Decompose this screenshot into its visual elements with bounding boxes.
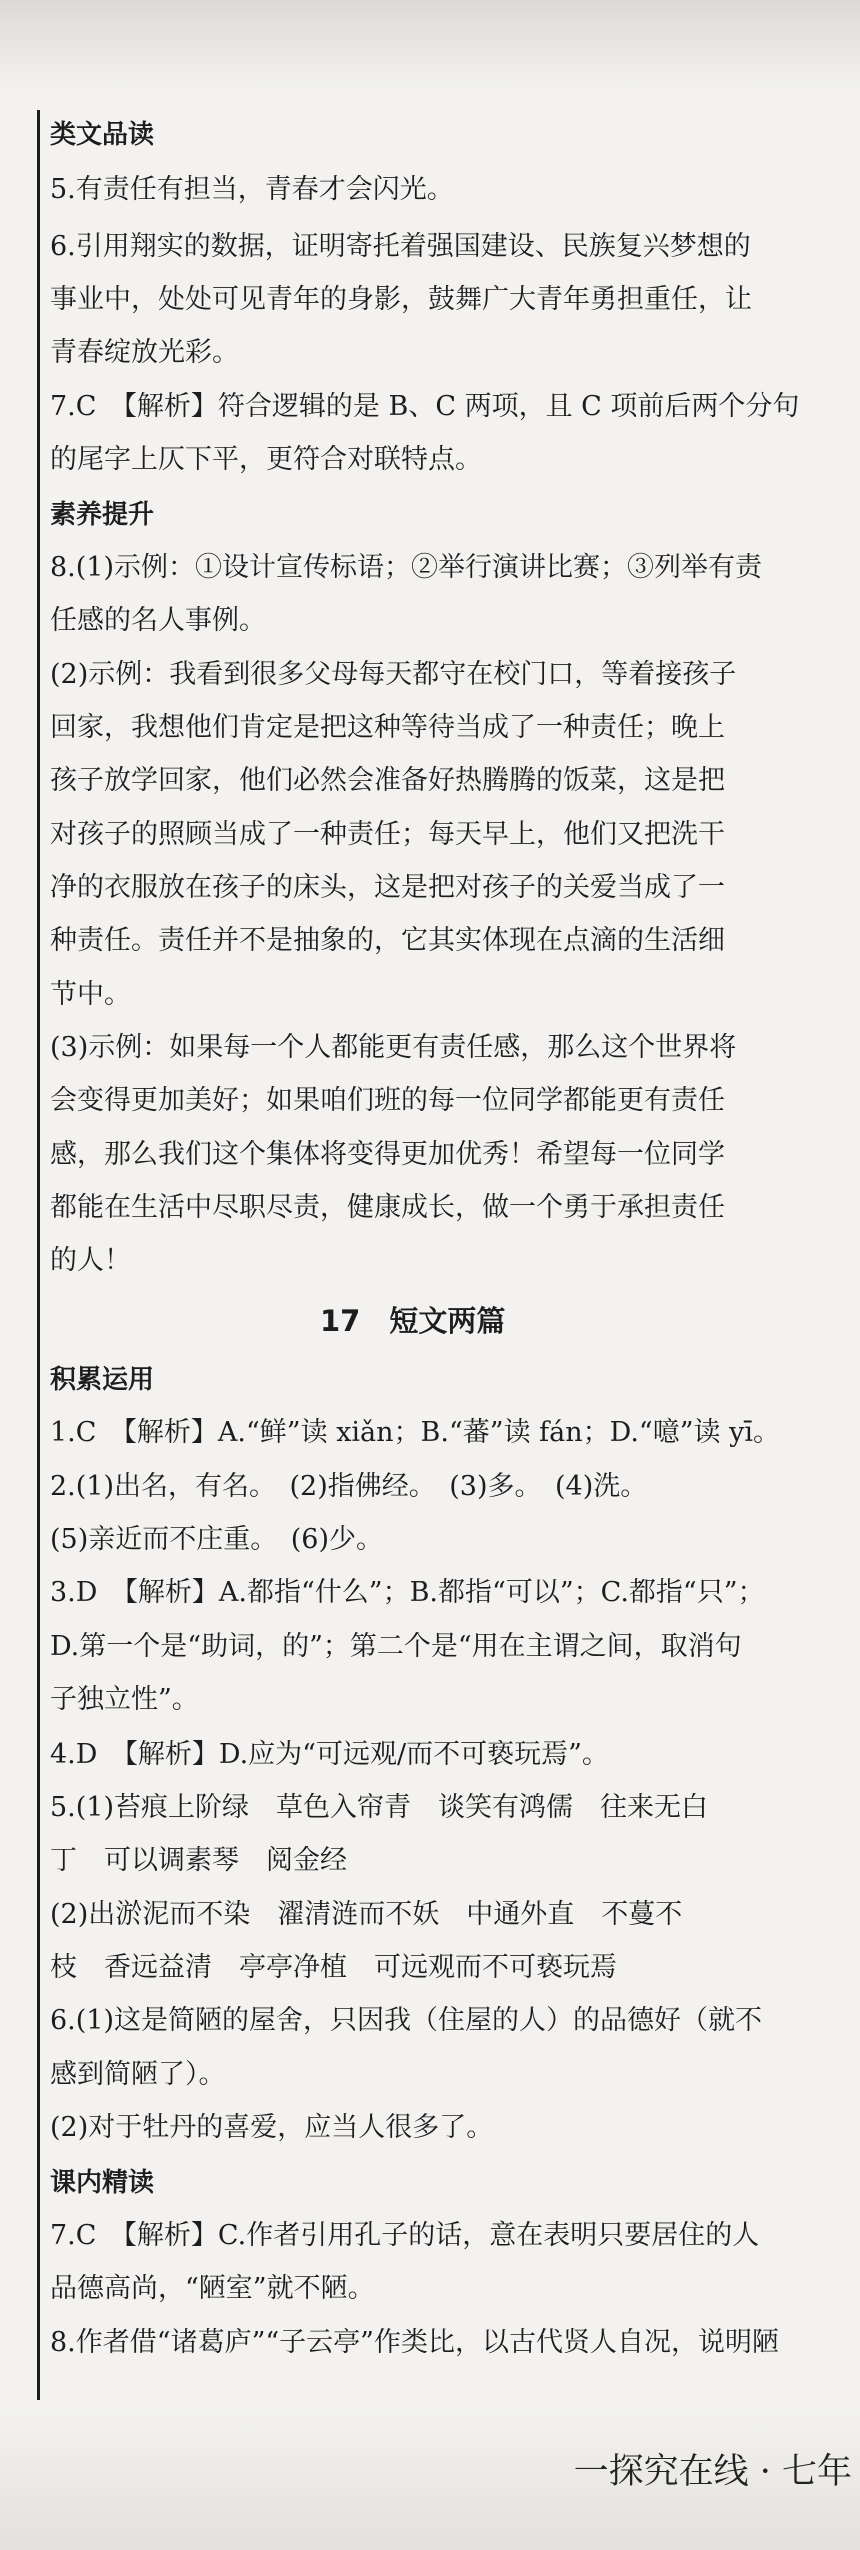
answer-8b-line-1: 8.作者借“诸葛庐”“子云亭”作类比，以古代贤人自况，说明陋	[50, 2327, 779, 2358]
answer-2-line-1: 2.(1)出名，有名。 (2)指佛经。 (3)多。 (4)洗。	[50, 1471, 648, 1502]
answer-8-3-line-2: 会变得更加美好；如果咱们班的每一位同学都能更有责任	[50, 1085, 725, 1116]
answer-2-line-2: (5)亲近而不庄重。 (6)少。	[50, 1524, 383, 1555]
answer-8-2-line-1: (2)示例：我看到很多父母每天都守在校门口，等着接孩子	[50, 659, 737, 690]
answer-5: 5.有责任有担当，青春才会闪光。	[50, 174, 454, 205]
answer-3-line-2: D.第一个是“助词，的”；第二个是“用在主谓之间，取消句	[50, 1631, 742, 1662]
answer-7b-line-2: 品德高尚，“陋室”就不陋。	[50, 2273, 375, 2304]
answer-4: 4.D 【解析】D.应为“可远观/而不可亵玩焉”。	[50, 1739, 609, 1770]
answer-8-2-line-6: 种责任。责任并不是抽象的，它其实体现在点滴的生活细	[50, 925, 725, 956]
answer-8-3-line-4: 都能在生活中尽职尽责，健康成长，做一个勇于承担责任	[50, 1192, 725, 1223]
section-heading-comparative-reading: 类文品读	[50, 120, 155, 150]
answer-5-1-line-2: 丁 可以调素琴 阅金经	[50, 1845, 347, 1876]
answer-8-2-line-2: 回家，我想他们肯定是把这种等待当成了一种责任；晚上	[50, 712, 725, 743]
answer-8-2-line-5: 净的衣服放在孩子的床头，这是把对孩子的关爱当成了一	[50, 872, 725, 903]
answer-6-line-2: 事业中，处处可见青年的身影，鼓舞广大青年勇担重任，让	[50, 284, 752, 315]
answer-8-3-line-1: (3)示例：如果每一个人都能更有责任感，那么这个世界将	[50, 1032, 737, 1063]
scan-shadow-top	[0, 0, 860, 90]
answer-6-1-line-1: 6.(1)这是简陋的屋舍，只因我（住屋的人）的品德好（就不	[50, 2005, 763, 2036]
answer-8-2-line-7: 节中。	[50, 979, 131, 1010]
book-title-footer: 一探究在线 · 七年	[573, 2452, 852, 2492]
section-heading-literacy: 素养提升	[50, 500, 155, 530]
answer-8-2-line-3: 孩子放学回家，他们必然会准备好热腾腾的饭菜，这是把	[50, 765, 725, 796]
section-heading-intensive-reading: 课内精读	[50, 2168, 155, 2198]
answer-8-1-line-1: 8.(1)示例：①设计宣传标语；②举行演讲比赛；③列举有责	[50, 552, 763, 583]
margin-rule	[37, 110, 40, 2400]
answer-5-1-line-1: 5.(1)苔痕上阶绿 草色入帘青 谈笑有鸿儒 往来无白	[50, 1792, 709, 1823]
section-heading-accumulation: 积累运用	[50, 1365, 155, 1395]
answer-3-line-3: 子独立性”。	[50, 1684, 199, 1715]
answer-6-2: (2)对于牡丹的喜爱，应当人很多了。	[50, 2112, 494, 2143]
answer-3-line-1: 3.D 【解析】A.都指“什么”；B.都指“可以”；C.都指“只”；	[50, 1577, 765, 1608]
answer-8-3-line-3: 感，那么我们这个集体将变得更加优秀！希望每一位同学	[50, 1139, 725, 1170]
answer-8-2-line-4: 对孩子的照顾当成了一种责任；每天早上，他们又把洗干	[50, 819, 725, 850]
answer-6-line-1: 6.引用翔实的数据，证明寄托着强国建设、民族复兴梦想的	[50, 231, 751, 262]
lesson-title: 17 短文两篇	[320, 1304, 506, 1338]
answer-7b-line-1: 7.C 【解析】C.作者引用孔子的话，意在表明只要居住的人	[50, 2220, 760, 2251]
answer-1: 1.C 【解析】A.“鲜”读 xiǎn；B.“蕃”读 fán；D.“噫”读 yī。	[50, 1417, 780, 1448]
answer-6-1-line-2: 感到简陋了）。	[50, 2059, 226, 2090]
answer-5-2-line-1: (2)出淤泥而不染 濯清涟而不妖 中通外直 不蔓不	[50, 1899, 683, 1930]
answer-8-3-line-5: 的人！	[50, 1245, 131, 1276]
answer-5-2-line-2: 枝 香远益清 亭亭净植 可远观而不可亵玩焉	[50, 1952, 617, 1983]
answer-8-1-line-2: 任感的名人事例。	[50, 605, 266, 636]
answer-7-line-1: 7.C 【解析】符合逻辑的是 B、C 两项，且 C 项前后两个分句	[50, 391, 800, 422]
answer-7-line-2: 的尾字上仄下平，更符合对联特点。	[50, 444, 482, 475]
answer-6-line-3: 青春绽放光彩。	[50, 337, 239, 368]
